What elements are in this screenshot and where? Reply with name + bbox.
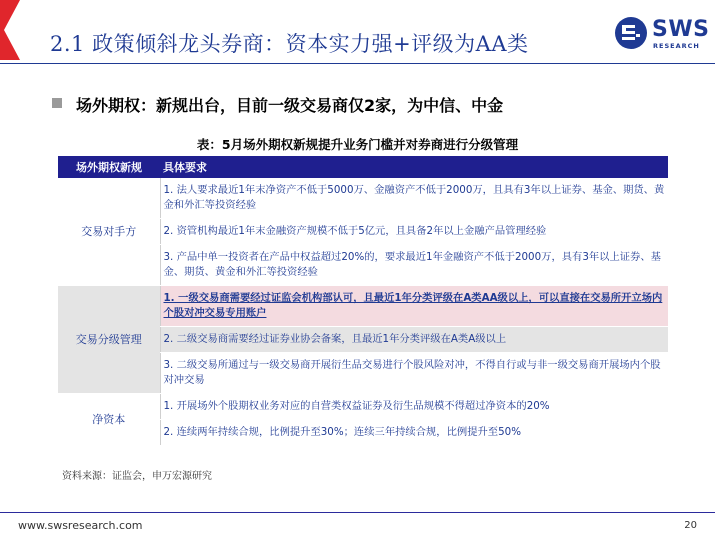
table-row-highlighted — [58, 286, 668, 327]
policy-table — [58, 156, 668, 446]
table-header-row — [58, 156, 668, 178]
table-row — [58, 178, 668, 219]
header-bar — [0, 0, 715, 62]
column-header-rule: 场外期权新规 — [58, 156, 160, 178]
table-caption: 表：5月场外期权新规提升业务门槛并对券商进行分级管理 — [196, 137, 519, 152]
requirement-cell: 1. 法人要求最近1年末净资产不低于5000万、金融资产不低于2000万，且具有3年以上证券、基金、期货、黄金和外汇等投资经验 — [160, 178, 668, 219]
header-divider — [0, 63, 715, 64]
requirement-cell: 3. 二级交易所通过与一级交易商开展衍生品交易进行个股风险对冲，不得自行或与非一级交易商开展场内个股对冲交易 — [160, 353, 668, 394]
page-number: 20 — [684, 520, 697, 531]
company-logo — [614, 16, 710, 56]
logo-brand-text: SWS — [652, 17, 710, 42]
requirement-cell: 3. 产品中单一投资者在产品中权益超过20%的，要求最近1年金融资产不低于2000万，具有3年以上证券、基金、期货、黄金和外汇等投资经验 — [160, 245, 668, 286]
requirement-cell: 1. 一级交易商需要经过证监会机构部认可，且最近1年分类评级在A类AA级以上，可以直接在交易所开立场内个股对冲交易专用账户 — [160, 286, 668, 327]
section-headline: 场外期权：新规出台，目前一级交易商仅2家，为中信、中金 — [76, 96, 504, 115]
requirement-cell: 2. 连续两年持续合规，比例提升至30%；连续三年持续合规，比例提升至50% — [160, 420, 668, 446]
source-note: 资料来源：证监会，申万宏源研究 — [62, 471, 212, 482]
requirement-cell: 1. 开展场外个股期权业务对应的自营类权益证券及衍生品规模不得超过净资本的20% — [160, 394, 668, 420]
table-row — [58, 394, 668, 420]
sws-logo-icon — [614, 16, 648, 50]
footer-divider — [0, 512, 715, 513]
accent-triangle-icon — [0, 0, 28, 60]
footer-url[interactable]: www.swsresearch.com — [18, 519, 143, 532]
requirement-cell: 2. 二级交易商需要经过证券业协会备案，且最近1年分类评级在A类A级以上 — [160, 327, 668, 353]
category-tiered-management: 交易分级管理 — [58, 286, 160, 394]
category-counterparty: 交易对手方 — [58, 178, 160, 286]
column-header-requirement: 具体要求 — [160, 156, 668, 178]
page-title: 2.1 政策倾斜龙头券商：资本实力强+评级为AA类 — [50, 32, 529, 56]
requirement-cell: 2. 资管机构最近1年末金融资产规模不低于5亿元，且具备2年以上金融产品管理经验 — [160, 219, 668, 245]
bullet-square-icon — [52, 98, 62, 108]
logo-sub-text: RESEARCH — [653, 42, 700, 50]
category-net-capital: 净资本 — [58, 394, 160, 446]
